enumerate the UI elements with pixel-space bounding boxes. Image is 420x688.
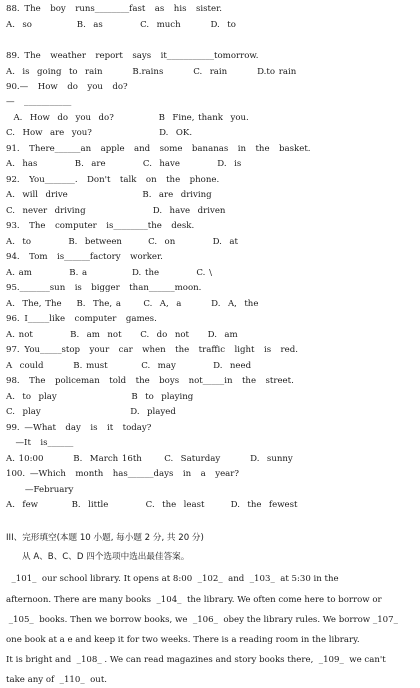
question-100-stem: 100. —Which month has______days in a year? [6, 469, 240, 479]
question-94-options: A. am B. a D. the C. \ [6, 268, 213, 278]
question-99-options: A. 10:00 B. March 16th C. Saturday D. sunny [6, 454, 293, 464]
passage-line-3: _105_ books. Then we borrow books, we _106_ obey the library rules. We borrow _107_ [6, 615, 398, 625]
question-97-options: A could B. must C. may D. need [6, 361, 252, 371]
passage-line-5: It is bright and _108_ . We can read magazines and story books there, _109_ we can't [6, 655, 386, 665]
question-99-stem-2: —It is______ [6, 438, 74, 448]
question-98-options-2: C. play D. played [6, 407, 176, 417]
question-95-stem: 95._______sun is bigger than______moon. [6, 283, 202, 293]
question-97-stem: 97. You_____stop your car when the traffic light is red. [6, 345, 298, 355]
question-99-stem: 99. —What day is it today? [6, 423, 152, 433]
question-91-options: A. has B. are C. have D. is [6, 159, 242, 169]
question-88-stem: 88. The boy runs________fast as his sister. [6, 4, 222, 14]
question-92-stem: 92. You_______. Don't talk on the phone. [6, 175, 220, 185]
section-title: III、完形填空(本题 10 小题, 每小题 2 分, 共 20 分) [6, 533, 204, 543]
passage-line-4: one book at a e and keep it for two weeks. There is a reading room in the library. [6, 635, 360, 645]
question-96-stem: 96. I_____like computer games. [6, 314, 157, 324]
question-90-stem: 90.— How do you do? [6, 82, 128, 92]
question-95-options: A. The, The B. The, a C. A, a D. A, the [6, 299, 259, 309]
question-100-stem-2: —February [6, 485, 74, 495]
question-90-stem-2: — ___________ [6, 97, 72, 107]
question-93-options: A. to B. between C. on D. at [6, 237, 238, 247]
section-instruction: 从 A、B、C、D 四个选项中选出最佳答案。 [22, 552, 190, 562]
question-94-stem: 94. Tom is______factory worker. [6, 252, 163, 262]
question-92-options-2: C. never driving D. have driven [6, 206, 226, 216]
question-100-options: A. few B. little C. the least D. the fewest [6, 500, 298, 510]
question-98-options: A. to play B to playing [6, 392, 194, 402]
passage-line-1: _101_ our school library. It opens at 8:00 _102_ and _103_ at 5:30 in the [6, 574, 339, 584]
question-89-stem: 89. The weather report says it___________tomorrow. [6, 51, 259, 61]
question-90-options: A. How do you do? B Fine, thank you. [6, 113, 249, 123]
question-92-options: A. will drive B. are driving [6, 190, 212, 200]
question-88-options: A. so B. as C. much D. to [6, 20, 236, 30]
question-89-options: A. is going to rain B.rains C. rain D.to rain [6, 67, 297, 77]
question-98-stem: 98. The policeman told the boys not_____in the street. [6, 376, 294, 386]
question-93-stem: 93. The computer is________the desk. [6, 221, 195, 231]
question-91-stem: 91. There______an apple and some bananas in the basket. [6, 144, 311, 154]
passage-line-6: take any of _110_ out. [6, 675, 108, 685]
question-90-options-2: C. How are you? D. OK. [6, 128, 193, 138]
passage-line-2: afternoon. There are many books _104_ the library. We often come here to borrow or [6, 595, 382, 605]
question-96-options: A. not B. am not C. do not D. am [6, 330, 238, 340]
